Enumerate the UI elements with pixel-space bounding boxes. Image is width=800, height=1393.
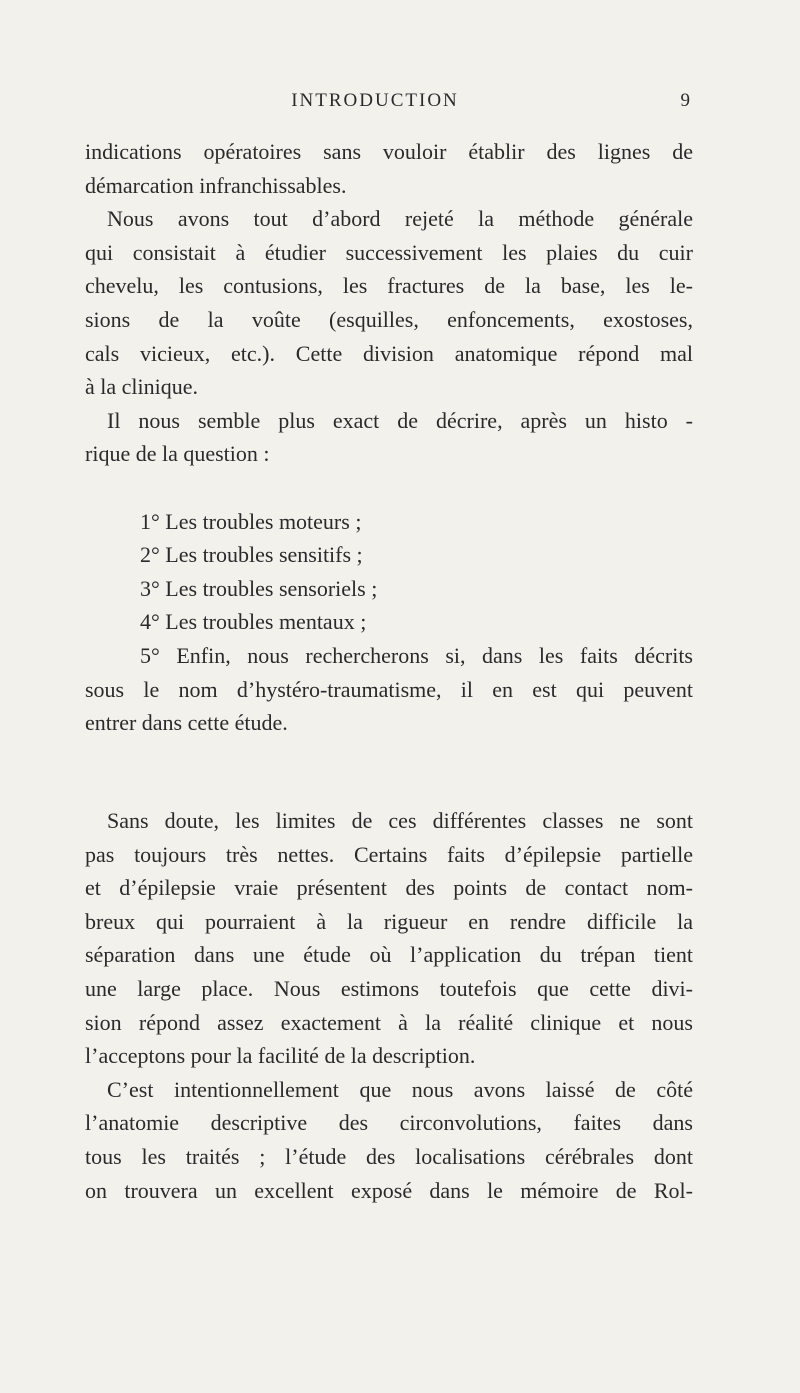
enumeration-item: 5° Enfin, nous rechercherons si, dans les faits décrits [140,642,693,668]
text-line: pas toujours très nettes. Certains faits d’épilepsie partielle [85,841,693,867]
text-line: l’anatomie descriptive des circonvolutions, faites dans [85,1110,693,1136]
text-line: tous les traités ; l’étude des localisations cérébrales dont [85,1143,693,1169]
text-line: entrer dans cette étude. [85,710,288,736]
text-line: démarcation infranchissables. [85,172,347,198]
text-line: C’est intentionnellement que nous avons laissé de côté [107,1076,693,1102]
text-line: Il nous semble plus exact de décrire, après un histo - [107,407,693,433]
text-line: indications opératoires sans vouloir établir des lignes de [85,139,693,164]
text-line: Nous avons tout d’abord rejeté la méthode générale [107,206,693,232]
text-line: à la clinique. [85,374,199,400]
text-line: Sans doute, les limites de ces différentes classes ne sont [107,808,693,833]
text-line: rique de la question : [85,441,270,467]
text-line: séparation dans une étude où l’application du trépan tient [85,942,693,968]
enumeration-item: 3° Les troubles sensoriels ; [140,575,378,601]
text-line: sion répond assez exactement à la réalité clinique et nous [85,1009,693,1035]
page-header [60,88,690,118]
text-line: breux qui pourraient à la rigueur en rendre difficile la [85,908,693,934]
text-line: sions de la voûte (esquilles, enfoncements, exostoses, [85,306,693,332]
text-line: on trouvera un excellent exposé dans le mémoire de Rol- [85,1177,693,1203]
page-number: 9 [680,90,690,111]
blank-line [85,471,693,505]
text-line: sous le nom d’hystéro-traumatisme, il en est qui peuvent [85,676,693,702]
running-title: INTRODUCTION [291,90,459,111]
text-block-methods [85,135,693,740]
enumeration-item: 2° Les troubles sensitifs ; [140,542,363,568]
text-line: et d’épilepsie vraie présentent des points de contact nom- [85,875,693,901]
text-block-classification [85,804,693,1207]
text-line: qui consistait à étudier successivement les plaies du cuir [85,239,693,265]
text-line: cals vicieux, etc.). Cette division anatomique répond mal [85,340,693,366]
text-line: une large place. Nous estimons toutefois que cette divi- [85,975,693,1001]
enumeration-item: 1° Les troubles moteurs ; [140,508,362,534]
enumeration-item: 4° Les troubles mentaux ; [140,609,367,635]
text-line: l’acceptons pour la facilité de la description. [85,1043,476,1069]
text-line: chevelu, les contusions, les fractures de la base, les le- [85,273,693,299]
